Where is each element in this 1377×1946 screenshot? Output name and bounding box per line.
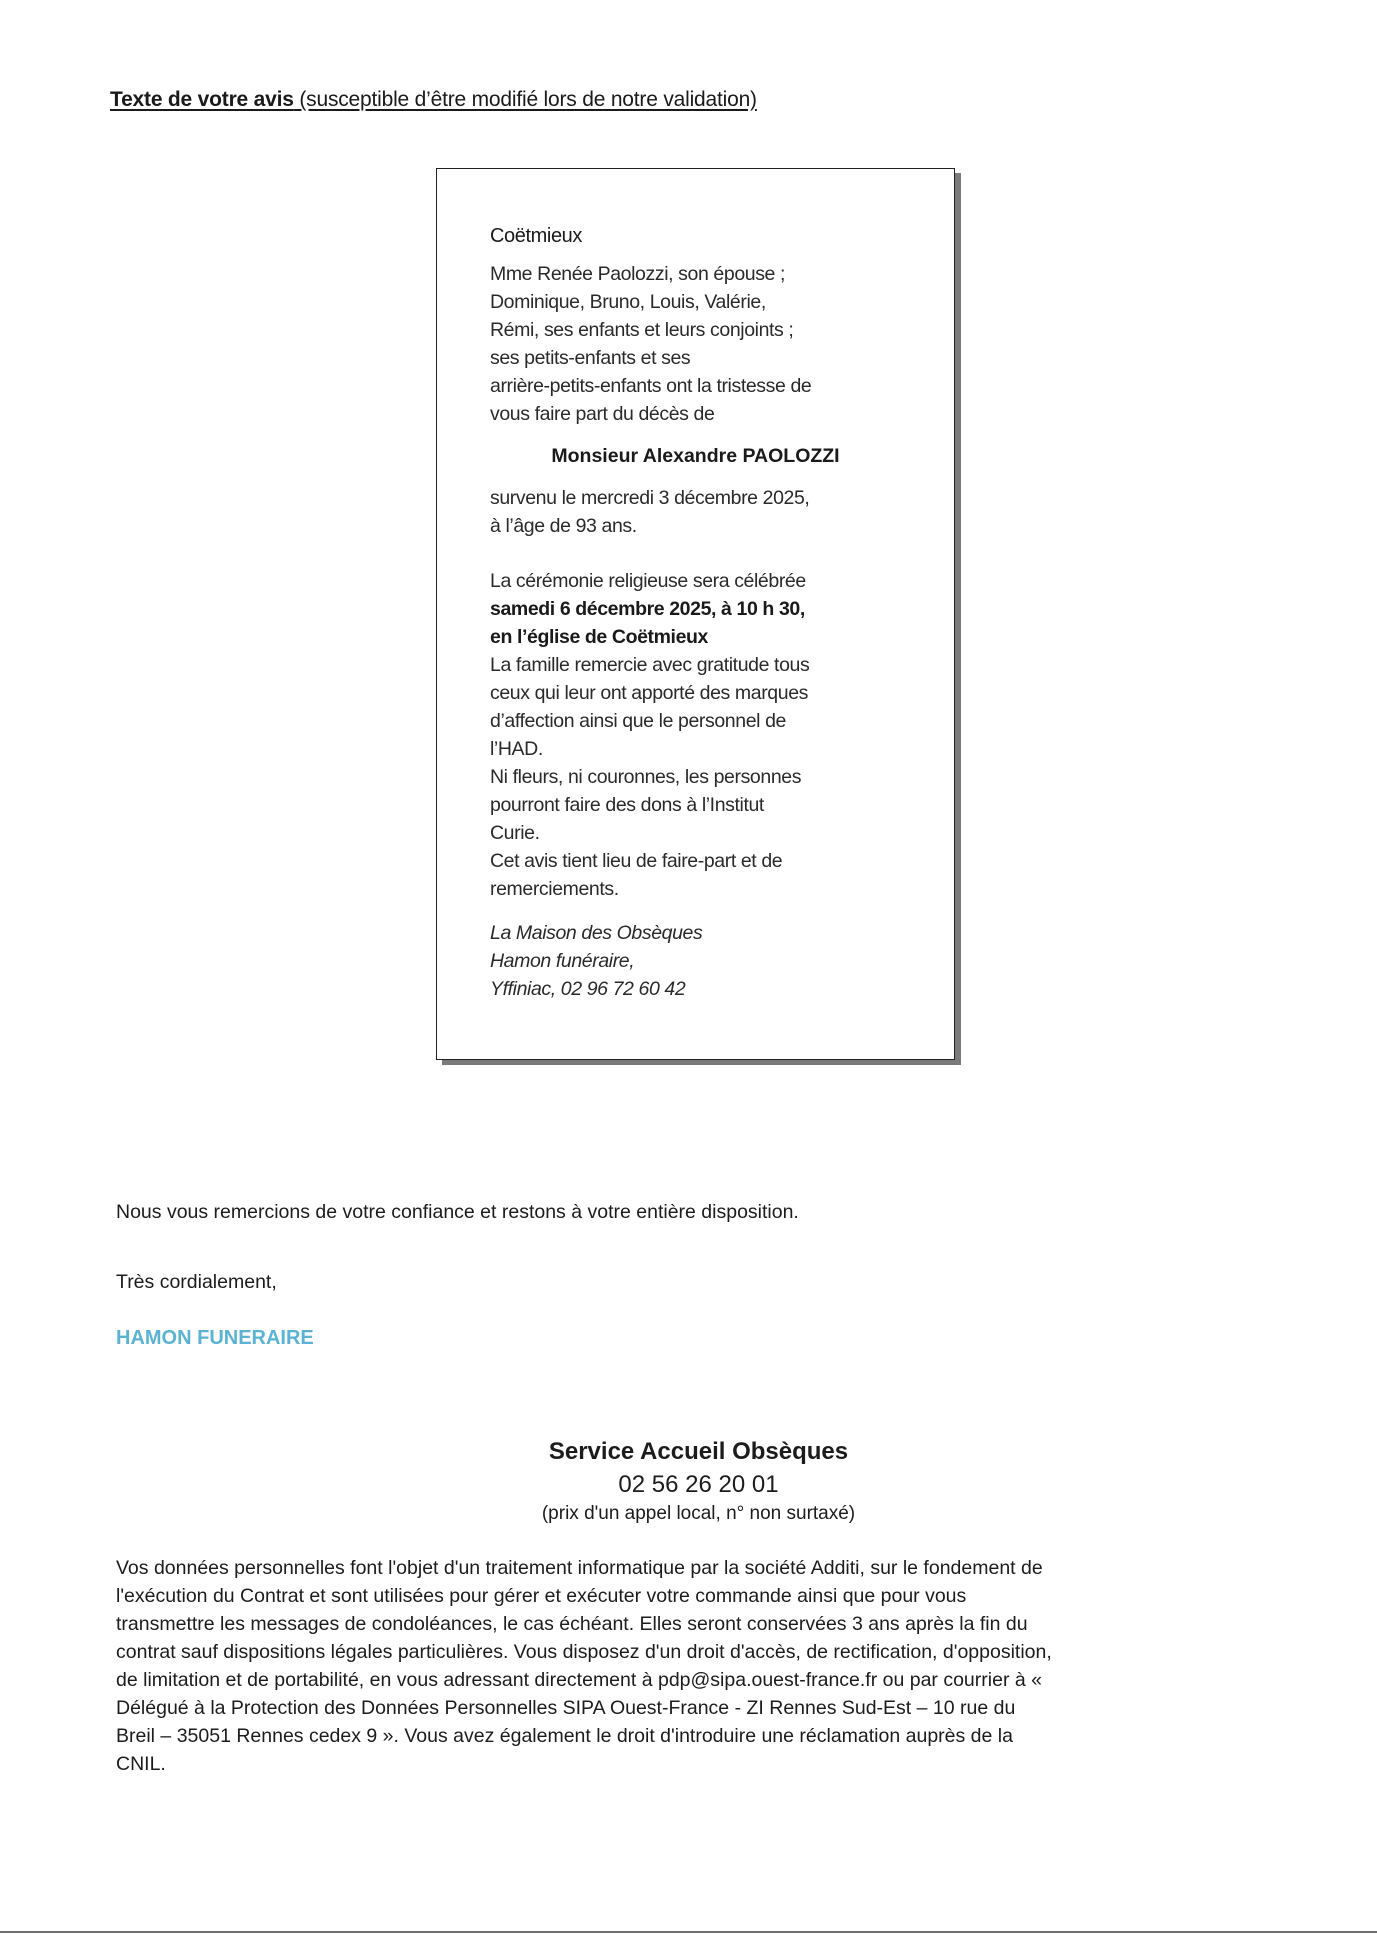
notice-place: Coëtmieux	[490, 225, 582, 247]
section-title-note: (susceptible d’être modifié lors de notre validation)	[293, 88, 757, 111]
closing-line: Ni fleurs, ni couronnes, les personnes	[490, 766, 802, 788]
privacy-line: Breil – 35051 Rennes cedex 9 ». Vous avez également le droit d'introduire une réclamation auprès de la	[116, 1725, 1013, 1747]
notice-preview-box	[436, 168, 955, 1060]
thanks-text: Nous vous remercions de votre confiance et restons à votre entière disposition.	[116, 1201, 799, 1223]
service-note: (prix d'un appel local, n° non surtaxé)	[541, 1503, 856, 1524]
family-line: Rémi, ses enfants et leurs conjoints ;	[490, 319, 794, 341]
closing-line: Curie.	[490, 822, 540, 844]
signature-line: Yffiniac, 02 96 72 60 42	[490, 978, 686, 1000]
family-line: Mme Renée Paolozzi, son épouse ;	[490, 263, 786, 285]
company-name: HAMON FUNERAIRE	[116, 1327, 314, 1349]
section-title-bold: Texte de votre avis	[110, 88, 294, 111]
closing-line: Cet avis tient lieu de faire-part et de	[490, 850, 783, 872]
signature-line: La Maison des Obsèques	[490, 922, 703, 944]
closing-line: pourront faire des dons à l’Institut	[490, 794, 764, 816]
ceremony-place: en l’église de Coëtmieux	[490, 626, 708, 648]
privacy-line: contrat sauf dispositions légales particulières. Vous disposez d'un droit d'accès, de rectification, d'opposition,	[116, 1641, 1052, 1663]
service-phone: 02 56 26 20 01	[618, 1471, 779, 1498]
privacy-line: transmettre les messages de condoléances, le cas échéant. Elles seront conservées 3 ans après la fin du	[116, 1613, 1028, 1635]
family-line: Dominique, Bruno, Louis, Valérie,	[490, 291, 766, 313]
closing-line: d’affection ainsi que le personnel de	[490, 710, 786, 732]
privacy-line: l'exécution du Contrat et sont utilisées pour gérer et exécuter votre commande ainsi que pour vous	[116, 1585, 967, 1607]
signature-line: Hamon funéraire,	[490, 950, 635, 972]
service-title: Service Accueil Obsèques	[548, 1438, 849, 1465]
ceremony-intro: La cérémonie religieuse sera célébrée	[490, 570, 806, 592]
section-title	[110, 88, 757, 112]
ceremony-date: samedi 6 décembre 2025, à 10 h 30,	[490, 598, 805, 620]
privacy-line: Vos données personnelles font l'objet d'un traitement informatique par la société Additi, sur le fondement de	[116, 1557, 1043, 1579]
closing-line: La famille remercie avec gratitude tous	[490, 654, 810, 676]
death-line: à l’âge de 93 ans.	[490, 515, 637, 537]
closing-line: remerciements.	[490, 878, 619, 900]
privacy-line: CNIL.	[116, 1753, 166, 1775]
family-line: arrière-petits-enfants ont la tristesse de	[490, 375, 812, 397]
privacy-line: Délégué à la Protection des Données Personnelles SIPA Ouest-France - ZI Rennes Sud-Est – 10 rue du	[116, 1697, 1016, 1719]
privacy-line: de limitation et de portabilité, en vous adressant directement à pdp@sipa.ouest-france.fr ou par courrier à «	[116, 1669, 1042, 1691]
closing-line: l’HAD.	[490, 738, 543, 760]
greeting-text: Très cordialement,	[116, 1271, 277, 1293]
deceased-name: Monsieur Alexandre PAOLOZZI	[551, 445, 840, 467]
family-line: vous faire part du décès de	[490, 403, 715, 425]
closing-line: ceux qui leur ont apporté des marques	[490, 682, 808, 704]
family-line: ses petits-enfants et ses	[490, 347, 691, 369]
death-line: survenu le mercredi 3 décembre 2025,	[490, 487, 810, 509]
bottom-divider	[0, 1931, 1377, 1933]
